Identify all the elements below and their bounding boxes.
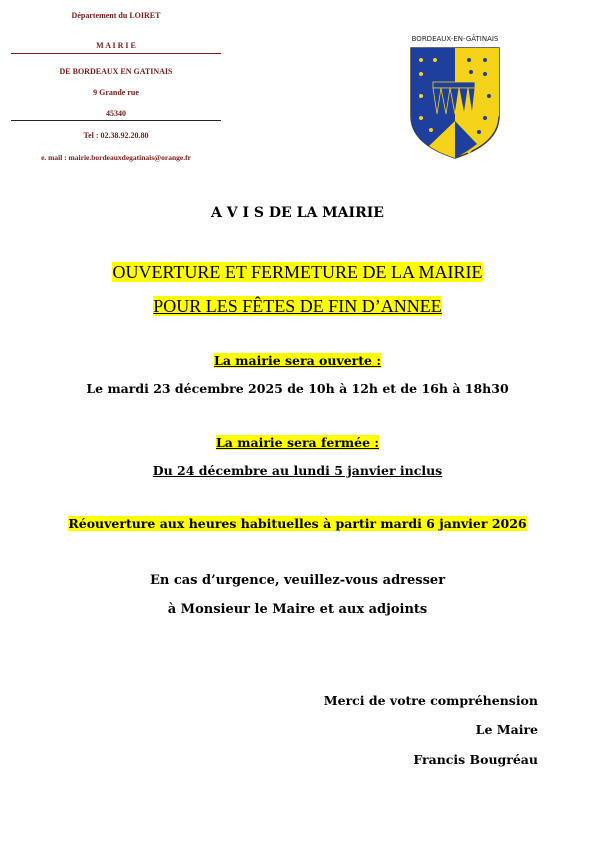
open-label bbox=[0, 353, 595, 368]
urgent-line-1: En cas d’urgence, veuillez-vous adresser bbox=[149, 573, 446, 588]
department-label: Département du LOIRET bbox=[71, 11, 161, 20]
thanks-line: Merci de votre compréhension bbox=[323, 693, 538, 708]
mairie-label: M A I R I E bbox=[96, 41, 136, 50]
reopen-line bbox=[0, 516, 595, 531]
header-divider-top bbox=[11, 53, 221, 54]
open-text: Le mardi 23 décembre 2025 de 10h à 12h et de 16h à 18h30 bbox=[86, 381, 509, 396]
coat-of-arms-icon bbox=[409, 46, 501, 160]
headline-2 bbox=[0, 296, 595, 317]
signatory-role: Le Maire bbox=[475, 722, 538, 737]
headline-1-text: OUVERTURE ET FERMETURE DE LA MAIRIE bbox=[112, 262, 483, 282]
phone-line: Tel : 02.38.92.20.80 bbox=[83, 131, 149, 140]
closed-label-text: La mairie sera fermée : bbox=[216, 435, 379, 450]
headline-2-text: POUR LES FÊTES DE FIN D’ANNEE bbox=[153, 296, 442, 316]
closed-label bbox=[0, 435, 595, 450]
postal-code: 45340 bbox=[106, 109, 126, 118]
address-line: 9 Grande rue bbox=[93, 88, 139, 97]
reopen-text: Réouverture aux heures habituelles à partir mardi 6 janvier 2026 bbox=[68, 516, 527, 531]
crest-title: BORDEAUX-EN-GÂTINAIS bbox=[411, 35, 499, 43]
headline-1 bbox=[0, 262, 595, 283]
urgent-line-2: à Monsieur le Maire et aux adjoints bbox=[167, 602, 428, 617]
commune-label: DE BORDEAUX EN GATINAIS bbox=[59, 67, 173, 76]
email-line: e. mail : mairie.bordeauxdegatinais@orange.fr bbox=[41, 153, 191, 162]
closed-text: Du 24 décembre au lundi 5 janvier inclus bbox=[152, 463, 443, 478]
open-label-text: La mairie sera ouverte : bbox=[214, 353, 381, 368]
notice-title: A V I S DE LA MAIRIE bbox=[211, 205, 384, 221]
signatory-name: Francis Bougréau bbox=[413, 752, 538, 767]
header-divider-bottom bbox=[11, 120, 221, 121]
